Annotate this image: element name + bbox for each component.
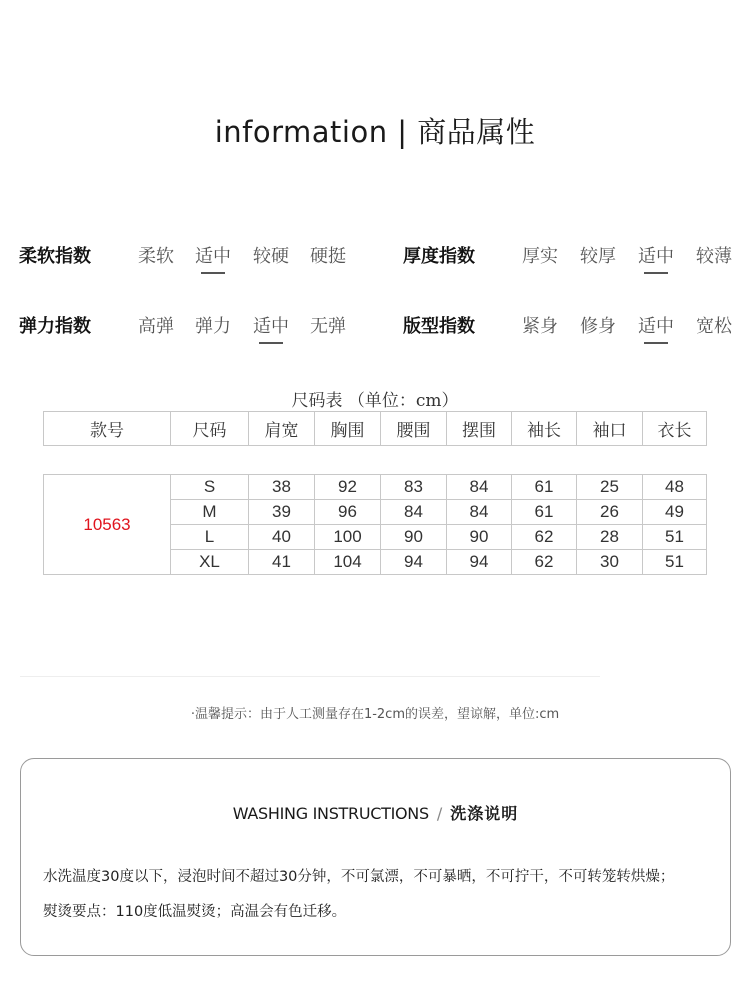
table-cell: S [171, 475, 249, 500]
attribute-option: 柔软 [138, 246, 174, 267]
table-cell: 100 [315, 525, 381, 550]
table-cell: 90 [447, 525, 512, 550]
attribute-option: 弹力 [195, 316, 231, 337]
attribute-option-selected: 适中 [249, 312, 293, 338]
header-cell: 腰围 [381, 412, 447, 446]
attribute-option: 高弹 [138, 316, 174, 337]
attribute-row-softness [0, 234, 750, 274]
header-cell: 袖口 [577, 412, 643, 446]
washing-title-separator: / [436, 804, 443, 823]
washing-instructions-box [20, 758, 731, 956]
attribute-label: 柔软指数 [19, 246, 91, 267]
attribute-label: 厚度指数 [403, 246, 475, 267]
table-cell: 51 [643, 525, 707, 550]
size-chart-header [43, 411, 707, 446]
size-chart-title: 尺码表 （单位：cm） [291, 391, 459, 411]
washing-title-cn: 洗涤说明 [450, 804, 519, 823]
attribute-option-selected: 适中 [191, 242, 235, 268]
attribute-option: 较厚 [580, 246, 616, 267]
table-row [44, 475, 707, 500]
table-cell: 39 [249, 500, 315, 525]
header-cell: 衣长 [643, 412, 707, 446]
divider [20, 676, 600, 677]
table-cell: 61 [512, 475, 577, 500]
table-cell: 84 [447, 500, 512, 525]
table-cell: 84 [381, 500, 447, 525]
table-cell: 40 [249, 525, 315, 550]
table-cell: L [171, 525, 249, 550]
table-cell: M [171, 500, 249, 525]
attribute-label: 版型指数 [403, 316, 475, 337]
washing-line-2: 熨烫要点：110度低温熨烫；高温会有色迁移。 [43, 904, 347, 920]
attribute-option-selected: 适中 [634, 312, 678, 338]
measurement-note: ·温馨提示：由于人工测量存在1-2cm的误差，望谅解，单位:cm [190, 707, 560, 722]
table-cell: XL [171, 550, 249, 575]
attribute-row-elasticity [0, 304, 750, 344]
attribute-option: 无弹 [310, 316, 346, 337]
table-cell: 28 [577, 525, 643, 550]
table-cell: 49 [643, 500, 707, 525]
attribute-option: 厚实 [522, 246, 558, 267]
attribute-option: 较硬 [253, 246, 289, 267]
header-cell: 摆围 [447, 412, 512, 446]
washing-title-en: WASHING INSTRUCTIONS [232, 804, 429, 823]
header-cell: 袖长 [512, 412, 577, 446]
table-cell: 25 [577, 475, 643, 500]
table-cell: 62 [512, 525, 577, 550]
page-title: information | 商品属性 [214, 115, 536, 149]
table-cell: 48 [643, 475, 707, 500]
attribute-option: 硬挺 [310, 246, 346, 267]
table-cell: 38 [249, 475, 315, 500]
header-cell: 款号 [44, 412, 171, 446]
attribute-option: 修身 [580, 316, 616, 337]
header-cell: 尺码 [171, 412, 249, 446]
attribute-label: 弹力指数 [19, 316, 91, 337]
table-cell: 94 [447, 550, 512, 575]
washing-line-1: 水洗温度30度以下，浸泡时间不超过30分钟，不可氯漂，不可暴晒，不可拧干，不可转笼转烘燥； [43, 869, 675, 885]
attribute-option: 紧身 [522, 316, 558, 337]
model-number: 10563 [44, 475, 171, 575]
attribute-option-selected: 适中 [634, 242, 678, 268]
attribute-option: 较薄 [696, 246, 732, 267]
table-cell: 41 [249, 550, 315, 575]
table-cell: 83 [381, 475, 447, 500]
table-cell: 104 [315, 550, 381, 575]
table-cell: 26 [577, 500, 643, 525]
table-cell: 94 [381, 550, 447, 575]
header-cell: 胸围 [315, 412, 381, 446]
washing-title [21, 801, 730, 824]
table-cell: 62 [512, 550, 577, 575]
table-cell: 30 [577, 550, 643, 575]
table-cell: 96 [315, 500, 381, 525]
table-cell: 61 [512, 500, 577, 525]
table-cell: 84 [447, 475, 512, 500]
attribute-option: 宽松 [696, 316, 732, 337]
table-cell: 90 [381, 525, 447, 550]
table-cell: 92 [315, 475, 381, 500]
header-cell: 肩宽 [249, 412, 315, 446]
table-cell: 51 [643, 550, 707, 575]
size-chart-table [43, 474, 707, 575]
